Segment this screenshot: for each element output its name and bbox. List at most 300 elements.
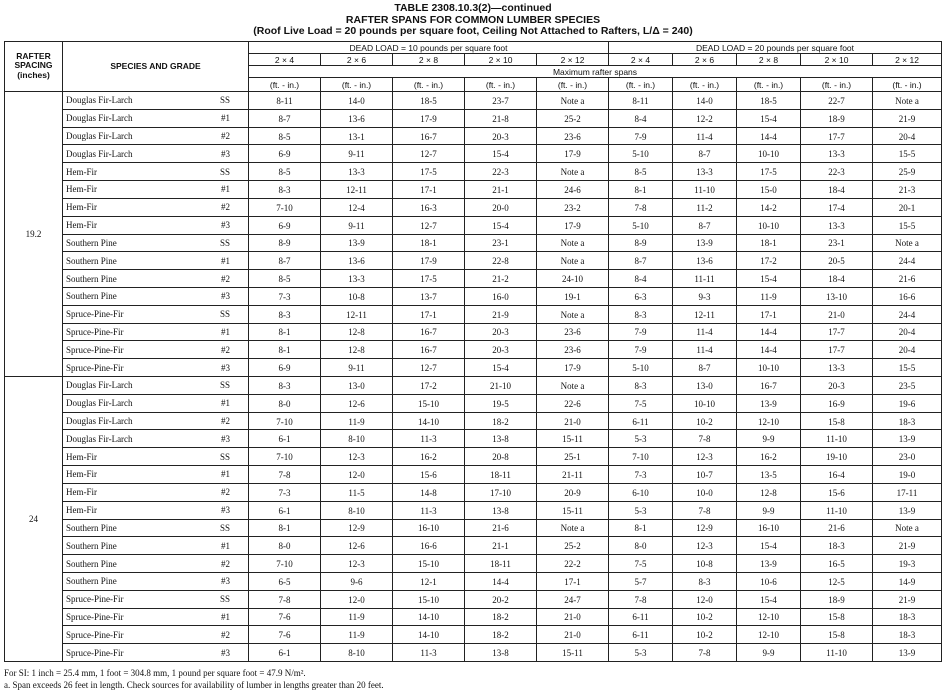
span-value: 12-0 [321, 590, 393, 608]
span-value: 12-10 [737, 626, 801, 644]
span-value: 18-2 [465, 608, 537, 626]
span-value: 6-11 [609, 626, 673, 644]
span-value: 14-4 [737, 341, 801, 359]
grade: #2 [221, 629, 230, 640]
span-value: 9-9 [737, 501, 801, 519]
grade: SS [219, 309, 230, 320]
span-value: 10-10 [737, 359, 801, 377]
table-row [5, 109, 942, 127]
span-value: 21-0 [537, 608, 609, 626]
span-value: 17-5 [393, 270, 465, 288]
span-value: 13-9 [737, 555, 801, 573]
span-value: 16-10 [737, 519, 801, 537]
span-value: 7-10 [249, 198, 321, 216]
span-value: 13-9 [873, 644, 942, 662]
span-value: 12-7 [393, 145, 465, 163]
span-value: 11-10 [801, 501, 873, 519]
span-value: 20-9 [537, 483, 609, 501]
table-row [5, 377, 942, 395]
species-name: Hem-Fir [66, 505, 97, 516]
span-value: 23-2 [537, 198, 609, 216]
span-value: 8-1 [249, 323, 321, 341]
span-value: 12-9 [673, 519, 737, 537]
grade: #3 [221, 433, 230, 444]
span-value: 12-10 [737, 412, 801, 430]
span-value: 21-9 [873, 590, 942, 608]
span-value: 13-7 [393, 287, 465, 305]
table-row [5, 466, 942, 484]
table-row [5, 270, 942, 288]
span-value: 15-6 [393, 466, 465, 484]
span-value: 21-8 [465, 109, 537, 127]
span-value: 15-4 [737, 270, 801, 288]
span-value: 13-8 [465, 644, 537, 662]
table-row [5, 323, 942, 341]
span-value: 22-3 [801, 163, 873, 181]
species-name: Douglas Fir-Larch [66, 131, 133, 142]
span-value: 22-6 [537, 394, 609, 412]
span-value: 21-2 [465, 270, 537, 288]
span-value: 13-3 [801, 216, 873, 234]
span-value: 6-11 [609, 608, 673, 626]
span-value: 20-1 [873, 198, 942, 216]
span-value: 12-3 [321, 448, 393, 466]
species-name: Spruce-Pine-Fir [66, 309, 124, 320]
span-value: 12-5 [801, 572, 873, 590]
span-value: 11-9 [321, 626, 393, 644]
grade: #2 [221, 344, 230, 355]
span-value: 11-4 [673, 323, 737, 341]
table-row [5, 145, 942, 163]
span-value: 11-9 [321, 608, 393, 626]
span-value: 24-6 [537, 181, 609, 199]
span-value: 8-5 [609, 163, 673, 181]
span-value: 7-8 [249, 590, 321, 608]
species-grade-cell [63, 430, 249, 448]
species-name: Southern Pine [66, 273, 117, 284]
span-value: 6-1 [249, 644, 321, 662]
table-row [5, 234, 942, 252]
span-value: 8-1 [609, 181, 673, 199]
span-value: 12-6 [321, 537, 393, 555]
span-value: 13-6 [673, 252, 737, 270]
span-value: 12-6 [321, 394, 393, 412]
span-value: 16-2 [393, 448, 465, 466]
size-header: 2 × 8 [393, 54, 465, 66]
species-name: Southern Pine [66, 540, 117, 551]
span-value: 8-3 [609, 305, 673, 323]
span-value: 21-3 [873, 181, 942, 199]
unit-header: (ft. - in.) [673, 78, 737, 92]
span-value: 6-1 [249, 430, 321, 448]
span-value: 17-9 [537, 145, 609, 163]
species-name: Spruce-Pine-Fir [66, 647, 124, 658]
table-row [5, 341, 942, 359]
span-value: 21-11 [537, 466, 609, 484]
species-grade-cell [63, 305, 249, 323]
span-value: 16-0 [465, 287, 537, 305]
span-value: 15-11 [537, 644, 609, 662]
span-value: Note a [873, 519, 942, 537]
table-row [5, 448, 942, 466]
species-grade-cell [63, 252, 249, 270]
span-value: 10-2 [673, 608, 737, 626]
span-value: 8-4 [609, 270, 673, 288]
span-value: 9-11 [321, 145, 393, 163]
span-value: 18-5 [393, 92, 465, 110]
span-value: 9-9 [737, 644, 801, 662]
span-value: 15-10 [393, 590, 465, 608]
span-value: 21-9 [873, 109, 942, 127]
species-name: Hem-Fir [66, 184, 97, 195]
unit-header: (ft. - in.) [801, 78, 873, 92]
unit-header: (ft. - in.) [465, 78, 537, 92]
span-value: 13-9 [873, 501, 942, 519]
table-number: TABLE 2308.10.3(2)—continued [394, 2, 552, 14]
span-value: 14-0 [673, 92, 737, 110]
unit-header: (ft. - in.) [393, 78, 465, 92]
span-value: 8-5 [249, 127, 321, 145]
span-value: 23-6 [537, 341, 609, 359]
size-header: 2 × 6 [673, 54, 737, 66]
span-value: 15-0 [737, 181, 801, 199]
species-name: Douglas Fir-Larch [66, 380, 133, 391]
span-value: 15-8 [801, 626, 873, 644]
span-value: 12-0 [673, 590, 737, 608]
span-value: 13-5 [737, 466, 801, 484]
span-value: 11-10 [801, 644, 873, 662]
span-value: 7-8 [673, 430, 737, 448]
span-value: 20-3 [465, 127, 537, 145]
grade: #3 [221, 362, 230, 373]
grade: SS [219, 166, 230, 177]
species-name: Southern Pine [66, 255, 117, 266]
span-value: 15-8 [801, 412, 873, 430]
span-value: 21-6 [801, 519, 873, 537]
span-value: 14-4 [465, 572, 537, 590]
table-row [5, 412, 942, 430]
span-value: 12-11 [673, 305, 737, 323]
span-value: 7-8 [673, 644, 737, 662]
span-value: 24-4 [873, 305, 942, 323]
span-value: 13-3 [801, 359, 873, 377]
span-value: 16-7 [737, 377, 801, 395]
span-value: 11-9 [321, 412, 393, 430]
span-value: 13-9 [873, 430, 942, 448]
span-value: 18-2 [465, 412, 537, 430]
span-value: 12-2 [673, 109, 737, 127]
species-name: Southern Pine [66, 522, 117, 533]
span-value: 17-9 [537, 216, 609, 234]
grade: #2 [221, 558, 230, 569]
span-value: 23-6 [537, 127, 609, 145]
span-value: 8-7 [673, 145, 737, 163]
span-value: 18-2 [465, 626, 537, 644]
span-value: 8-7 [673, 216, 737, 234]
span-value: 7-6 [249, 626, 321, 644]
span-value: 6-5 [249, 572, 321, 590]
span-value: 18-1 [393, 234, 465, 252]
span-value: 8-11 [609, 92, 673, 110]
span-value: 14-10 [393, 412, 465, 430]
span-value: Note a [537, 92, 609, 110]
species-name: Douglas Fir-Larch [66, 148, 133, 159]
span-value: 18-3 [873, 626, 942, 644]
species-name: Douglas Fir-Larch [66, 433, 133, 444]
grade: #3 [221, 148, 230, 159]
species-grade-cell [63, 608, 249, 626]
unit-header: (ft. - in.) [609, 78, 673, 92]
span-value: 21-0 [801, 305, 873, 323]
species-name: Spruce-Pine-Fir [66, 326, 124, 337]
span-value: 25-2 [537, 537, 609, 555]
span-value: 8-1 [609, 519, 673, 537]
span-value: 18-5 [737, 92, 801, 110]
size-header: 2 × 6 [321, 54, 393, 66]
span-value: 7-10 [249, 555, 321, 573]
species-grade-cell [63, 234, 249, 252]
span-value: 19-10 [801, 448, 873, 466]
span-value: 21-10 [465, 377, 537, 395]
span-value: 8-1 [249, 519, 321, 537]
span-value: 20-4 [873, 341, 942, 359]
span-value: 23-5 [873, 377, 942, 395]
span-value: 18-9 [801, 590, 873, 608]
span-value: 11-3 [393, 644, 465, 662]
span-value: 20-8 [465, 448, 537, 466]
span-value: 21-6 [465, 519, 537, 537]
table-row [5, 537, 942, 555]
span-value: 7-9 [609, 127, 673, 145]
grade: #3 [221, 220, 230, 231]
span-value: 12-3 [321, 555, 393, 573]
span-value: 14-10 [393, 608, 465, 626]
span-value: 8-3 [249, 377, 321, 395]
span-value: 18-11 [465, 555, 537, 573]
span-value: 13-6 [321, 252, 393, 270]
span-value: 16-3 [393, 198, 465, 216]
span-value: 10-8 [673, 555, 737, 573]
span-value: 12-1 [393, 572, 465, 590]
span-value: 5-10 [609, 216, 673, 234]
span-value: 15-4 [737, 537, 801, 555]
species-grade-cell [63, 483, 249, 501]
span-value: 9-11 [321, 216, 393, 234]
span-value: 8-3 [609, 377, 673, 395]
size-header: 2 × 4 [249, 54, 321, 66]
span-value: Note a [873, 92, 942, 110]
span-value: 11-4 [673, 127, 737, 145]
species-name: Spruce-Pine-Fir [66, 611, 124, 622]
grade: SS [219, 451, 230, 462]
footnote-a: a. Span exceeds 26 feet in length. Check sources for availability of lumber in lengths greater than 20 feet. [4, 680, 384, 690]
size-header: 2 × 10 [465, 54, 537, 66]
span-value: 7-9 [609, 323, 673, 341]
span-value: 15-10 [393, 394, 465, 412]
span-value: 12-11 [321, 305, 393, 323]
species-name: Spruce-Pine-Fir [66, 594, 124, 605]
size-header: 2 × 12 [873, 54, 942, 66]
species-name: Southern Pine [66, 291, 117, 302]
grade: SS [219, 594, 230, 605]
span-value: 20-5 [801, 252, 873, 270]
span-value: 17-10 [465, 483, 537, 501]
species-grade-cell [63, 555, 249, 573]
span-value: 8-4 [609, 109, 673, 127]
span-value: 15-6 [801, 483, 873, 501]
species-name: Hem-Fir [66, 451, 97, 462]
unit-header: (ft. - in.) [737, 78, 801, 92]
span-value: 8-7 [609, 252, 673, 270]
span-value: 19-5 [465, 394, 537, 412]
span-value: 13-9 [321, 234, 393, 252]
species-name: Southern Pine [66, 237, 117, 248]
span-value: 7-10 [609, 448, 673, 466]
table-row [5, 644, 942, 662]
species-name: Hem-Fir [66, 220, 97, 231]
span-value: 19-3 [873, 555, 942, 573]
span-value: 9-9 [737, 430, 801, 448]
species-name: Douglas Fir-Larch [66, 416, 133, 427]
span-value: 17-1 [737, 305, 801, 323]
span-value: 17-7 [801, 323, 873, 341]
span-value: 6-3 [609, 287, 673, 305]
span-value: 11-3 [393, 430, 465, 448]
span-value: 7-10 [249, 448, 321, 466]
table-row [5, 555, 942, 573]
table-row [5, 287, 942, 305]
span-value: 6-10 [609, 483, 673, 501]
grade: #2 [221, 202, 230, 213]
span-value: 12-7 [393, 359, 465, 377]
span-value: 15-4 [737, 109, 801, 127]
span-value: 13-3 [321, 270, 393, 288]
table-row [5, 394, 942, 412]
span-value: 12-7 [393, 216, 465, 234]
span-value: 17-9 [393, 109, 465, 127]
span-value: 13-9 [737, 394, 801, 412]
span-value: 18-4 [801, 270, 873, 288]
table-row [5, 305, 942, 323]
span-value: 21-9 [465, 305, 537, 323]
grade: #3 [221, 576, 230, 587]
species-grade-cell [63, 412, 249, 430]
species-grade-cell [63, 519, 249, 537]
span-value: 10-6 [737, 572, 801, 590]
span-value: 11-4 [673, 341, 737, 359]
span-value: 11-9 [737, 287, 801, 305]
span-value: 14-10 [393, 626, 465, 644]
species-grade-cell [63, 109, 249, 127]
species-name: Douglas Fir-Larch [66, 95, 133, 106]
span-value: 22-2 [537, 555, 609, 573]
span-value: 10-2 [673, 412, 737, 430]
span-value: 7-8 [249, 466, 321, 484]
dead-load-10-header: DEAD LOAD = 10 pounds per square foot [249, 42, 609, 54]
span-value: 10-10 [737, 216, 801, 234]
span-value: 12-4 [321, 198, 393, 216]
grade: #1 [221, 611, 230, 622]
span-value: 17-5 [737, 163, 801, 181]
span-value: 15-11 [537, 430, 609, 448]
grade: #1 [221, 540, 230, 551]
span-value: 7-8 [609, 198, 673, 216]
dead-load-20-header: DEAD LOAD = 20 pounds per square foot [609, 42, 942, 54]
span-value: 20-0 [465, 198, 537, 216]
unit-header: (ft. - in.) [321, 78, 393, 92]
span-value: 5-3 [609, 501, 673, 519]
span-value: 6-9 [249, 216, 321, 234]
table-row [5, 127, 942, 145]
span-value: 7-8 [673, 501, 737, 519]
span-value: 13-0 [321, 377, 393, 395]
span-value: 6-11 [609, 412, 673, 430]
rafter-spacing-value: 24 [5, 377, 63, 662]
rafter-spacing-value: 19.2 [5, 92, 63, 377]
span-value: 15-10 [393, 555, 465, 573]
span-value: 8-0 [249, 394, 321, 412]
span-value: 23-6 [537, 323, 609, 341]
species-name: Southern Pine [66, 576, 117, 587]
span-value: 16-2 [737, 448, 801, 466]
span-value: 7-6 [249, 608, 321, 626]
grade: #1 [221, 184, 230, 195]
species-grade-cell [63, 626, 249, 644]
size-header: 2 × 4 [609, 54, 673, 66]
table-row [5, 572, 942, 590]
size-header: 2 × 8 [737, 54, 801, 66]
table-row [5, 92, 942, 110]
span-value: 18-4 [801, 181, 873, 199]
span-value: 13-8 [465, 501, 537, 519]
species-grade-cell [63, 323, 249, 341]
span-value: 7-9 [609, 341, 673, 359]
grade: #2 [221, 273, 230, 284]
span-value: Note a [537, 305, 609, 323]
species-grade-cell [63, 270, 249, 288]
grade: #1 [221, 469, 230, 480]
species-name: Hem-Fir [66, 166, 97, 177]
species-grade-cell [63, 216, 249, 234]
span-value: 14-2 [737, 198, 801, 216]
span-value: 14-8 [393, 483, 465, 501]
species-name: Spruce-Pine-Fir [66, 629, 124, 640]
table-row [5, 590, 942, 608]
span-value: 16-4 [801, 466, 873, 484]
span-value: 20-3 [465, 323, 537, 341]
span-value: 12-8 [737, 483, 801, 501]
grade: #3 [221, 505, 230, 516]
grade: #3 [221, 647, 230, 658]
span-value: 12-8 [321, 341, 393, 359]
span-value: 5-3 [609, 644, 673, 662]
span-value: 14-0 [321, 92, 393, 110]
species-grade-cell [63, 359, 249, 377]
table-row [5, 216, 942, 234]
span-value: 12-3 [673, 448, 737, 466]
span-value: 6-9 [249, 145, 321, 163]
span-value: 24-4 [873, 252, 942, 270]
span-value: Note a [537, 519, 609, 537]
span-value: 20-4 [873, 323, 942, 341]
span-value: 23-1 [801, 234, 873, 252]
table-row [5, 359, 942, 377]
footnotes [4, 667, 941, 691]
species-name: Spruce-Pine-Fir [66, 344, 124, 355]
species-grade-cell [63, 572, 249, 590]
table-row [5, 252, 942, 270]
span-value: 15-8 [801, 608, 873, 626]
